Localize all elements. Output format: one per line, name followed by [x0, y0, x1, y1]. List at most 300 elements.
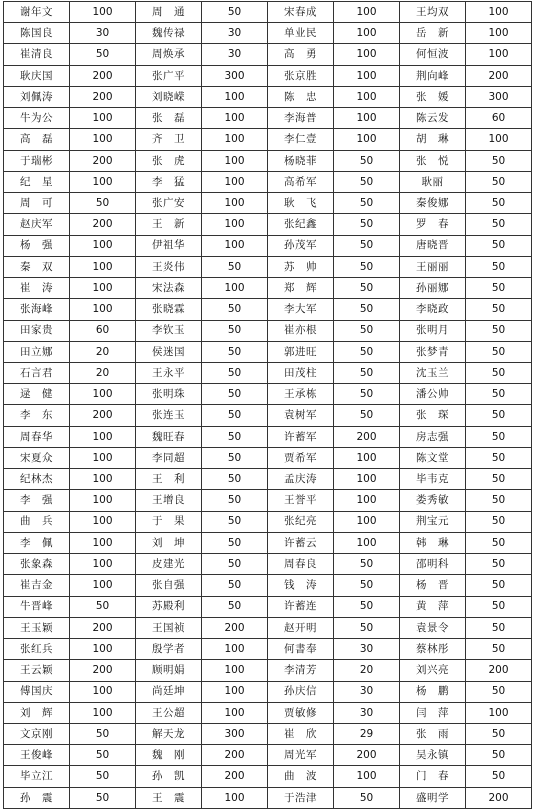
donor-name-cell: 张 媛 — [400, 86, 466, 107]
donation-amount-cell: 50 — [334, 193, 400, 214]
table-row — [4, 511, 532, 532]
table-row — [4, 362, 532, 383]
donation-amount-cell: 29 — [334, 723, 400, 744]
donor-name-cell: 李 强 — [4, 490, 70, 511]
donation-amount-cell: 50 — [334, 299, 400, 320]
donation-amount-cell: 200 — [466, 65, 532, 86]
donation-amount-cell: 50 — [202, 256, 268, 277]
donation-amount-cell: 50 — [466, 256, 532, 277]
table-row — [4, 171, 532, 192]
donor-name-cell: 吴永镇 — [400, 745, 466, 766]
donation-amount-cell: 100 — [70, 129, 136, 150]
donor-name-cell: 孙 震 — [4, 787, 70, 808]
donor-name-cell: 毕立江 — [4, 766, 70, 787]
donor-name-cell: 张晓霖 — [136, 299, 202, 320]
table-row — [4, 617, 532, 638]
donor-name-cell: 刘兴亮 — [400, 660, 466, 681]
donation-amount-cell: 300 — [202, 723, 268, 744]
table-row — [4, 320, 532, 341]
donor-name-cell: 袁景令 — [400, 617, 466, 638]
donation-amount-cell: 100 — [70, 575, 136, 596]
donation-amount-cell: 50 — [202, 469, 268, 490]
donation-amount-cell: 100 — [334, 766, 400, 787]
donor-name-cell: 许蓄云 — [268, 532, 334, 553]
donor-name-cell: 许蓄连 — [268, 596, 334, 617]
donation-amount-cell: 100 — [70, 299, 136, 320]
donation-amount-cell: 50 — [466, 617, 532, 638]
donor-name-cell: 张梦青 — [400, 341, 466, 362]
donation-amount-cell: 50 — [334, 235, 400, 256]
donor-name-cell: 宋春成 — [268, 2, 334, 23]
donor-name-cell: 张红兵 — [4, 639, 70, 660]
donor-name-cell: 李 猛 — [136, 171, 202, 192]
donor-name-cell: 陈 忠 — [268, 86, 334, 107]
donor-name-cell: 李 东 — [4, 405, 70, 426]
donation-amount-cell: 50 — [466, 426, 532, 447]
donation-amount-cell: 50 — [334, 214, 400, 235]
donor-name-cell: 崔亦根 — [268, 320, 334, 341]
table-row — [4, 2, 532, 23]
donation-amount-cell: 100 — [334, 108, 400, 129]
donor-name-cell: 娄秀敏 — [400, 490, 466, 511]
donor-name-cell: 张 琛 — [400, 405, 466, 426]
donation-amount-cell: 100 — [334, 511, 400, 532]
donation-amount-cell: 50 — [334, 405, 400, 426]
donation-amount-cell: 50 — [70, 44, 136, 65]
table-row — [4, 341, 532, 362]
table-row — [4, 235, 532, 256]
donor-name-cell: 傅国庆 — [4, 681, 70, 702]
donation-sheet — [3, 1, 532, 809]
donor-name-cell: 房志强 — [400, 426, 466, 447]
donation-amount-cell: 100 — [70, 256, 136, 277]
donor-name-cell: 周春良 — [268, 554, 334, 575]
donor-name-cell: 周 可 — [4, 193, 70, 214]
table-row — [4, 554, 532, 575]
donation-amount-cell: 100 — [334, 23, 400, 44]
donation-amount-cell: 100 — [70, 554, 136, 575]
donation-amount-cell: 200 — [334, 426, 400, 447]
donor-name-cell: 张 悦 — [400, 150, 466, 171]
table-row — [4, 469, 532, 490]
donation-amount-cell: 100 — [334, 44, 400, 65]
donation-amount-cell: 100 — [70, 108, 136, 129]
donation-amount-cell: 50 — [334, 171, 400, 192]
donation-amount-cell: 50 — [334, 787, 400, 808]
donor-name-cell: 王炎伟 — [136, 256, 202, 277]
donation-amount-cell: 50 — [466, 490, 532, 511]
table-row — [4, 65, 532, 86]
donor-name-cell: 毕韦克 — [400, 469, 466, 490]
table-row — [4, 193, 532, 214]
table-row — [4, 745, 532, 766]
donor-name-cell: 门 春 — [400, 766, 466, 787]
donor-name-cell: 陈云发 — [400, 108, 466, 129]
donor-name-cell: 王公超 — [136, 702, 202, 723]
donation-amount-cell: 50 — [466, 554, 532, 575]
donation-amount-cell: 100 — [202, 278, 268, 299]
donor-name-cell: 耿庆国 — [4, 65, 70, 86]
table-row — [4, 214, 532, 235]
donor-name-cell: 曲 兵 — [4, 511, 70, 532]
donation-amount-cell: 50 — [202, 532, 268, 553]
donor-name-cell: 张广平 — [136, 65, 202, 86]
donation-amount-cell: 100 — [202, 86, 268, 107]
donation-amount-cell: 50 — [334, 320, 400, 341]
donation-amount-cell: 50 — [202, 341, 268, 362]
donor-name-cell: 皮建光 — [136, 554, 202, 575]
donor-name-cell: 王 新 — [136, 214, 202, 235]
donation-amount-cell: 200 — [70, 150, 136, 171]
donation-amount-cell: 50 — [202, 405, 268, 426]
donor-name-cell: 苏殿利 — [136, 596, 202, 617]
donation-amount-cell: 60 — [70, 320, 136, 341]
donation-amount-cell: 100 — [70, 511, 136, 532]
donor-name-cell: 闫 萍 — [400, 702, 466, 723]
donation-amount-cell: 50 — [466, 405, 532, 426]
donation-amount-cell: 50 — [466, 532, 532, 553]
table-row — [4, 150, 532, 171]
donation-amount-cell: 100 — [202, 193, 268, 214]
donation-amount-cell: 50 — [202, 575, 268, 596]
donor-name-cell: 黄 萍 — [400, 596, 466, 617]
donation-amount-cell: 30 — [202, 23, 268, 44]
donation-amount-cell: 50 — [466, 766, 532, 787]
donor-name-cell: 单业民 — [268, 23, 334, 44]
donor-name-cell: 逯 健 — [4, 384, 70, 405]
donation-amount-cell: 30 — [334, 639, 400, 660]
table-row — [4, 575, 532, 596]
donation-amount-cell: 50 — [202, 2, 268, 23]
donor-name-cell: 赵开明 — [268, 617, 334, 638]
donor-name-cell: 张纪亮 — [268, 511, 334, 532]
donor-name-cell: 崔 欣 — [268, 723, 334, 744]
donor-name-cell: 王 利 — [136, 469, 202, 490]
donation-amount-cell: 200 — [70, 214, 136, 235]
donation-amount-cell: 100 — [202, 660, 268, 681]
donor-name-cell: 王玉颖 — [4, 617, 70, 638]
donation-amount-cell: 100 — [466, 2, 532, 23]
donor-name-cell: 刘晓嵘 — [136, 86, 202, 107]
donor-name-cell: 周 通 — [136, 2, 202, 23]
donor-name-cell: 孙 凯 — [136, 766, 202, 787]
donation-amount-cell: 100 — [70, 447, 136, 468]
donation-amount-cell: 100 — [70, 235, 136, 256]
donor-name-cell: 郭进旺 — [268, 341, 334, 362]
donation-amount-cell: 20 — [70, 341, 136, 362]
table-row — [4, 86, 532, 107]
donation-amount-cell: 100 — [334, 490, 400, 511]
donor-name-cell: 蔡林彤 — [400, 639, 466, 660]
donation-amount-cell: 50 — [334, 278, 400, 299]
donation-amount-cell: 50 — [202, 554, 268, 575]
donor-name-cell: 荆宝元 — [400, 511, 466, 532]
donation-amount-cell: 60 — [466, 108, 532, 129]
donation-amount-cell: 200 — [70, 65, 136, 86]
donation-amount-cell: 100 — [70, 426, 136, 447]
donor-name-cell: 潘公帅 — [400, 384, 466, 405]
donor-name-cell: 曲 波 — [268, 766, 334, 787]
donor-name-cell: 钱 涛 — [268, 575, 334, 596]
donor-name-cell: 张海峰 — [4, 299, 70, 320]
donor-name-cell: 耿丽 — [400, 171, 466, 192]
donation-amount-cell: 200 — [466, 787, 532, 808]
donor-name-cell: 伊祖华 — [136, 235, 202, 256]
donor-name-cell: 齐 卫 — [136, 129, 202, 150]
table-row — [4, 405, 532, 426]
table-row — [4, 596, 532, 617]
donation-amount-cell: 50 — [334, 617, 400, 638]
table-row — [4, 702, 532, 723]
donor-name-cell: 许蓄军 — [268, 426, 334, 447]
donor-name-cell: 唐晓晋 — [400, 235, 466, 256]
table-row — [4, 639, 532, 660]
table-row — [4, 490, 532, 511]
donation-amount-cell: 100 — [466, 44, 532, 65]
donation-amount-cell: 50 — [466, 469, 532, 490]
donor-name-cell: 纪 星 — [4, 171, 70, 192]
donation-amount-cell: 50 — [466, 320, 532, 341]
donor-name-cell: 顾明娟 — [136, 660, 202, 681]
donor-name-cell: 李 佩 — [4, 532, 70, 553]
donor-name-cell: 殷学者 — [136, 639, 202, 660]
donation-amount-cell: 200 — [70, 405, 136, 426]
donation-amount-cell: 100 — [202, 639, 268, 660]
donor-name-cell: 沈玉兰 — [400, 362, 466, 383]
donation-amount-cell: 50 — [466, 681, 532, 702]
table-row — [4, 108, 532, 129]
donor-name-cell: 魏传禄 — [136, 23, 202, 44]
table-row — [4, 426, 532, 447]
donor-name-cell: 张自强 — [136, 575, 202, 596]
donation-amount-cell: 100 — [70, 278, 136, 299]
donation-amount-cell: 50 — [202, 384, 268, 405]
donor-name-cell: 周光军 — [268, 745, 334, 766]
donor-name-cell: 王承栋 — [268, 384, 334, 405]
donation-amount-cell: 50 — [466, 447, 532, 468]
donor-name-cell: 孟庆涛 — [268, 469, 334, 490]
donation-amount-cell: 50 — [202, 426, 268, 447]
donor-name-cell: 解天龙 — [136, 723, 202, 744]
donor-name-cell: 张 磊 — [136, 108, 202, 129]
donation-amount-cell: 20 — [334, 660, 400, 681]
donation-amount-cell: 200 — [202, 745, 268, 766]
donor-name-cell: 杨晓菲 — [268, 150, 334, 171]
donor-name-cell: 文京刚 — [4, 723, 70, 744]
donor-name-cell: 魏旺春 — [136, 426, 202, 447]
donor-name-cell: 盛明学 — [400, 787, 466, 808]
donation-amount-cell: 200 — [466, 660, 532, 681]
donation-amount-cell: 100 — [334, 65, 400, 86]
donation-amount-cell: 50 — [70, 193, 136, 214]
donor-name-cell: 纪林杰 — [4, 469, 70, 490]
donor-name-cell: 荆向峰 — [400, 65, 466, 86]
donor-name-cell: 王国祯 — [136, 617, 202, 638]
donor-name-cell: 王均双 — [400, 2, 466, 23]
donation-amount-cell: 50 — [202, 362, 268, 383]
donor-name-cell: 高 磊 — [4, 129, 70, 150]
donor-name-cell: 魏 刚 — [136, 745, 202, 766]
donation-amount-cell: 100 — [334, 129, 400, 150]
donation-amount-cell: 50 — [70, 787, 136, 808]
donation-table — [3, 1, 532, 809]
donor-name-cell: 周春华 — [4, 426, 70, 447]
donor-name-cell: 李仁壹 — [268, 129, 334, 150]
donor-name-cell: 田茂柱 — [268, 362, 334, 383]
donor-name-cell: 邵明科 — [400, 554, 466, 575]
donor-name-cell: 耿 飞 — [268, 193, 334, 214]
donation-amount-cell: 100 — [202, 235, 268, 256]
donation-amount-cell: 100 — [70, 490, 136, 511]
donation-amount-cell: 50 — [466, 214, 532, 235]
donation-amount-cell: 50 — [202, 299, 268, 320]
donation-amount-cell: 200 — [202, 766, 268, 787]
donor-name-cell: 高 勇 — [268, 44, 334, 65]
donation-amount-cell: 100 — [70, 702, 136, 723]
donation-amount-cell: 50 — [466, 596, 532, 617]
donor-name-cell: 张明珠 — [136, 384, 202, 405]
donation-amount-cell: 50 — [466, 299, 532, 320]
table-row — [4, 278, 532, 299]
donor-name-cell: 李晓政 — [400, 299, 466, 320]
donation-amount-cell: 50 — [202, 320, 268, 341]
donation-amount-cell: 50 — [70, 723, 136, 744]
donor-name-cell: 李钦玉 — [136, 320, 202, 341]
donor-name-cell: 岳 新 — [400, 23, 466, 44]
donor-name-cell: 王俊峰 — [4, 745, 70, 766]
donor-name-cell: 尚廷坤 — [136, 681, 202, 702]
donation-amount-cell: 50 — [202, 511, 268, 532]
table-row — [4, 660, 532, 681]
donation-amount-cell: 100 — [202, 787, 268, 808]
donation-amount-cell: 50 — [466, 723, 532, 744]
donor-name-cell: 杨 强 — [4, 235, 70, 256]
table-row — [4, 129, 532, 150]
donor-name-cell: 王 震 — [136, 787, 202, 808]
donor-name-cell: 孙茂军 — [268, 235, 334, 256]
donor-name-cell: 宋法森 — [136, 278, 202, 299]
donor-name-cell: 何恒波 — [400, 44, 466, 65]
donation-amount-cell: 200 — [202, 617, 268, 638]
donation-amount-cell: 100 — [202, 171, 268, 192]
donor-name-cell: 张 虎 — [136, 150, 202, 171]
donor-name-cell: 王丽丽 — [400, 256, 466, 277]
donation-amount-cell: 30 — [334, 702, 400, 723]
donor-name-cell: 宋夏众 — [4, 447, 70, 468]
donation-amount-cell: 200 — [334, 745, 400, 766]
donation-amount-cell: 100 — [70, 2, 136, 23]
donor-name-cell: 杨 晋 — [400, 575, 466, 596]
table-row — [4, 681, 532, 702]
donation-amount-cell: 50 — [334, 384, 400, 405]
donor-name-cell: 陈国良 — [4, 23, 70, 44]
donation-amount-cell: 50 — [70, 745, 136, 766]
donor-name-cell: 秦 双 — [4, 256, 70, 277]
donation-amount-cell: 100 — [70, 532, 136, 553]
table-row — [4, 723, 532, 744]
donation-amount-cell: 50 — [334, 341, 400, 362]
donor-name-cell: 于 果 — [136, 511, 202, 532]
donation-amount-cell: 50 — [466, 278, 532, 299]
donation-amount-cell: 300 — [202, 65, 268, 86]
donor-name-cell: 于瑞彬 — [4, 150, 70, 171]
donor-name-cell: 郑 辉 — [268, 278, 334, 299]
donation-amount-cell: 50 — [202, 447, 268, 468]
donation-amount-cell: 200 — [70, 86, 136, 107]
donation-amount-cell: 300 — [466, 86, 532, 107]
donor-name-cell: 李大军 — [268, 299, 334, 320]
donation-amount-cell: 50 — [70, 596, 136, 617]
donation-amount-cell: 50 — [466, 575, 532, 596]
donor-name-cell: 陈文堂 — [400, 447, 466, 468]
donation-amount-cell: 100 — [70, 639, 136, 660]
donation-amount-cell: 200 — [70, 660, 136, 681]
donor-name-cell: 牛为公 — [4, 108, 70, 129]
donor-name-cell: 孙庆信 — [268, 681, 334, 702]
donation-amount-cell: 50 — [466, 362, 532, 383]
donor-name-cell: 崔清良 — [4, 44, 70, 65]
donor-name-cell: 谢年文 — [4, 2, 70, 23]
donor-name-cell: 高希军 — [268, 171, 334, 192]
donor-name-cell: 罗 春 — [400, 214, 466, 235]
donor-name-cell: 张连玉 — [136, 405, 202, 426]
donation-amount-cell: 100 — [202, 129, 268, 150]
donation-amount-cell: 100 — [70, 171, 136, 192]
donor-name-cell: 李同超 — [136, 447, 202, 468]
donation-amount-cell: 100 — [334, 2, 400, 23]
donation-amount-cell: 30 — [70, 23, 136, 44]
donor-name-cell: 李海普 — [268, 108, 334, 129]
donation-amount-cell: 50 — [466, 384, 532, 405]
donor-name-cell: 孙丽娜 — [400, 278, 466, 299]
donor-name-cell: 韩 琳 — [400, 532, 466, 553]
donation-amount-cell: 50 — [70, 766, 136, 787]
donation-amount-cell: 50 — [334, 596, 400, 617]
donor-name-cell: 张京胜 — [268, 65, 334, 86]
table-row — [4, 787, 532, 808]
donor-name-cell: 王永平 — [136, 362, 202, 383]
donation-amount-cell: 50 — [334, 256, 400, 277]
donor-name-cell: 牛晋峰 — [4, 596, 70, 617]
donor-name-cell: 张纪鑫 — [268, 214, 334, 235]
donor-name-cell: 张明月 — [400, 320, 466, 341]
donor-name-cell: 周焕承 — [136, 44, 202, 65]
donation-amount-cell: 100 — [70, 384, 136, 405]
donation-amount-cell: 20 — [70, 362, 136, 383]
table-row — [4, 532, 532, 553]
donor-name-cell: 崔 涛 — [4, 278, 70, 299]
table-row — [4, 766, 532, 787]
donation-amount-cell: 50 — [466, 745, 532, 766]
donation-amount-cell: 50 — [334, 554, 400, 575]
donation-amount-cell: 100 — [202, 150, 268, 171]
donation-amount-cell: 200 — [70, 617, 136, 638]
table-row — [4, 299, 532, 320]
donor-name-cell: 侯迷国 — [136, 341, 202, 362]
donor-name-cell: 张 雨 — [400, 723, 466, 744]
donation-amount-cell: 100 — [70, 469, 136, 490]
donor-name-cell: 于浩津 — [268, 787, 334, 808]
donor-name-cell: 崔吉金 — [4, 575, 70, 596]
donor-name-cell: 赵庆军 — [4, 214, 70, 235]
donation-amount-cell: 100 — [202, 702, 268, 723]
donation-amount-cell: 50 — [202, 596, 268, 617]
donation-amount-cell: 50 — [334, 362, 400, 383]
donation-table-body — [4, 2, 532, 809]
donor-name-cell: 刘 坤 — [136, 532, 202, 553]
donor-name-cell: 张广安 — [136, 193, 202, 214]
donor-name-cell: 张象森 — [4, 554, 70, 575]
